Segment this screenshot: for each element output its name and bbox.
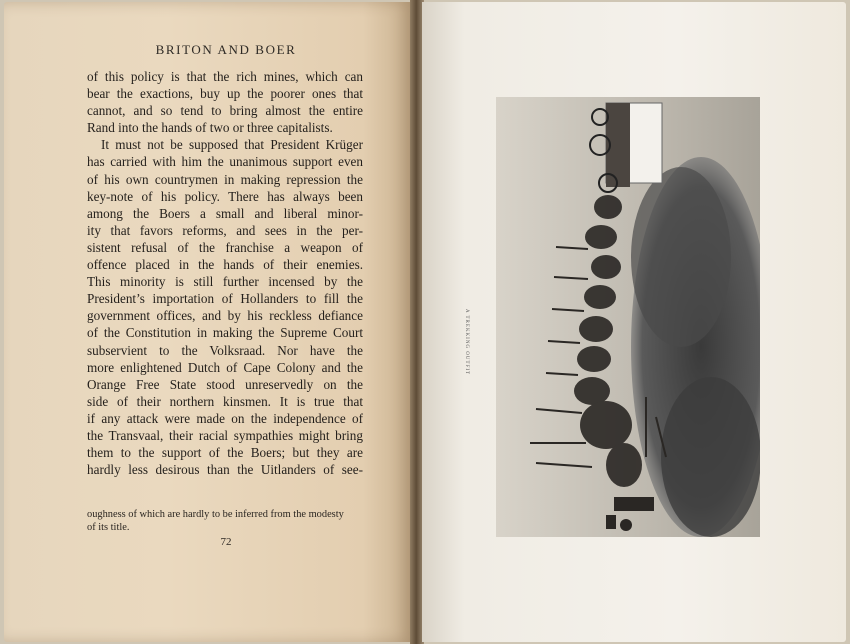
body-text-line: of his own countrymen in making repression the — [87, 171, 363, 187]
body-text-line: ity that favors reforms, and sees in the per- — [87, 222, 363, 238]
running-header: BRITON AND BOER — [155, 42, 297, 57]
body-text-line: President’s importation of Hollanders to fill the — [87, 291, 363, 307]
body-text-line: hardly less desirous than the Uitlanders of see- — [87, 462, 363, 478]
body-text-line: has carried with him the unanimous support even — [87, 154, 363, 170]
footnote-line: oughness of which are hardly to be inferred from the modesty — [87, 509, 344, 520]
body-text-line: It must not be supposed that President Krüger — [101, 137, 363, 153]
body-text-line: them to the support of the Boers; but they are — [87, 445, 363, 461]
body-text-line: cannot, and so tend to bring almost the entire — [87, 103, 363, 119]
illustration-plate — [496, 97, 760, 537]
body-text-line: sistent refusal of the franchise a weapon of — [87, 239, 363, 255]
body-text-line: the Transvaal, their racial sympathies might bring — [87, 427, 363, 443]
footnote-line: of its title. — [87, 522, 130, 533]
body-text-line: Rand into the hands of two or three capitalists. — [87, 120, 333, 136]
body-text-line: Orange Free State stood unreservedly on the — [87, 376, 363, 392]
body-text-line: bear the exactions, buy up the poorer ones that — [87, 86, 363, 102]
body-text-line: among the Boers a small and liberal minor- — [87, 205, 363, 221]
body-text-line: more enlightened Dutch of Cape Colony and the — [87, 359, 363, 375]
body-text-line: offence placed in the hands of their enemies. — [87, 257, 363, 273]
ox-wagon-illustration — [496, 97, 760, 537]
body-text-line: side of their northern kinsmen. It is true that — [87, 393, 363, 409]
body-text — [87, 68, 363, 478]
body-text-line: of the Constitution in making the Supreme Court — [87, 325, 363, 341]
body-text-line: if any attack were made on the independence of — [87, 410, 363, 426]
body-text-line: of this policy is that the rich mines, which can — [87, 69, 363, 84]
body-text-line: This minority is still further incensed by the — [87, 274, 363, 290]
body-text-line: government offices, and by his reckless defiance — [87, 308, 363, 324]
body-text-line: subservient to the Volksraad. Nor have the — [87, 342, 363, 358]
plate-caption: A TREKKING OUTFIT — [464, 309, 469, 376]
page-number: 72 — [220, 536, 232, 548]
footnote — [87, 508, 363, 534]
body-text-line: key-note of his policy. There has always been — [87, 188, 363, 204]
